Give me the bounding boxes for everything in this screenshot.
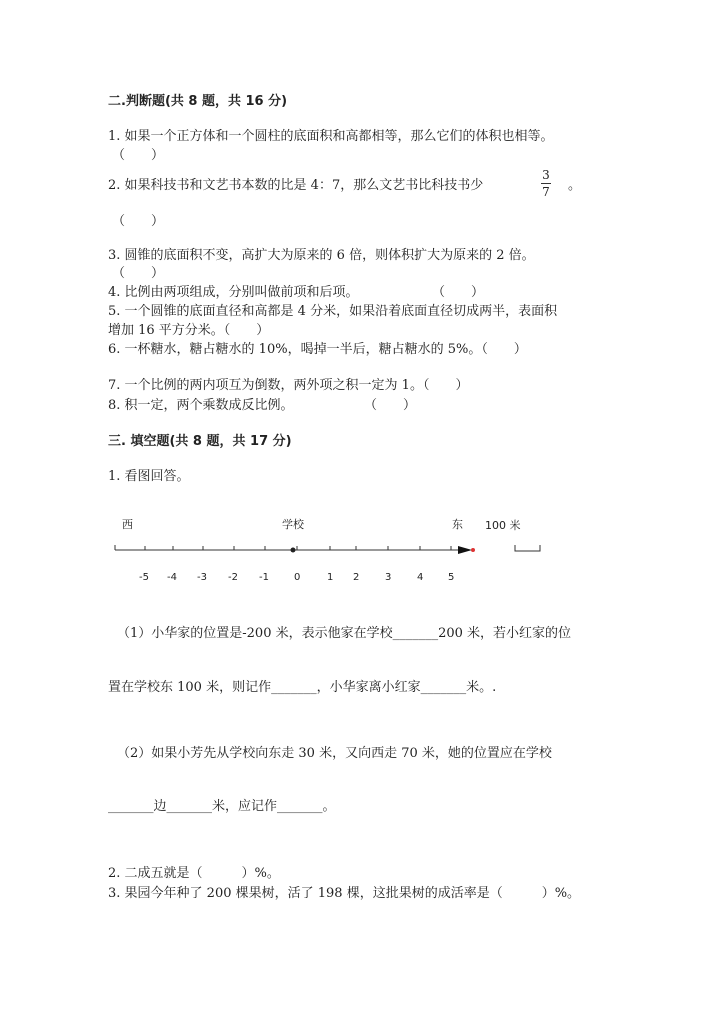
judge-q5-line2: 增加 16 平方分米。（ ） [108, 323, 270, 338]
sub1-line2: 置在学校东 100 米，则记作_______，小华家离小红家_______米。. [108, 680, 497, 695]
tick-label: 1 [327, 572, 334, 583]
judge-q3: 3. 圆锥的底面积不变，高扩大为原来的 6 倍，则体积扩大为原来的 2 倍。 [108, 248, 535, 263]
judge-q1-answer[interactable]: （ ） [112, 148, 165, 163]
sub2-line1: （2）如果小芳先从学校向东走 30 米，又向西走 70 米，她的位置应在学校 [117, 746, 552, 761]
school-label: 学校 [282, 518, 304, 531]
fill-q3: 3. 果园今年种了 200 棵果树，活了 198 棵，这批果树的成活率是（ ）%。 [108, 886, 581, 901]
fill-q2: 2. 二成五就是（ ）%。 [108, 866, 280, 881]
tick-label: -4 [167, 572, 177, 583]
judge-q7: 7. 一个比例的两内项互为倒数，两外项之积一定为 1。（ ） [108, 378, 469, 393]
judge-q4-answer[interactable]: （ ） [432, 285, 485, 300]
arrow-tip-dot [471, 548, 475, 552]
section-3-title: 三. 填空题(共 8 题，共 17 分) [108, 434, 292, 449]
school-dot [291, 548, 296, 553]
tick-label: -5 [139, 572, 149, 583]
sub2-line2: _______边_______米，应记作_______。 [108, 799, 336, 814]
tick-label: 3 [385, 572, 392, 583]
fill-q1: 1. 看图回答。 [108, 469, 190, 484]
scale-bracket [515, 545, 540, 551]
judge-q2: 2. 如果科技书和文艺书本数的比是 4：7，那么文艺书比科技书少 [108, 178, 484, 193]
judge-q8-answer[interactable]: （ ） [364, 398, 417, 413]
judge-q2-end: 。 [568, 178, 582, 193]
scale-label: 100 米 [485, 519, 521, 532]
judge-q5-line1: 5. 一个圆锥的底面直径和高都是 4 分米，如果沿着底面直径切成两半，表面积 [108, 304, 558, 319]
arrow-head-icon [458, 546, 472, 554]
east-label: 东 [452, 518, 463, 531]
tick-label: 5 [448, 572, 455, 583]
judge-q6: 6. 一杯糖水，糖占糖水的 10%，喝掉一半后，糖占糖水的 5%。（ ） [108, 342, 527, 357]
sub1-line1: （1）小华家的位置是-200 米，表示他家在学校_______200 米，若小红家的位 [117, 626, 572, 641]
tick-label: 0 [294, 572, 301, 583]
judge-q8: 8. 积一定，两个乘数成反比例。 [108, 398, 294, 413]
section-2-title: 二.判断题(共 8 题，共 16 分) [108, 94, 288, 109]
tick-label: 4 [417, 572, 424, 583]
judge-q1: 1. 如果一个正方体和一个圆柱的底面积和高都相等，那么它们的体积也相等。 [108, 129, 554, 144]
judge-q3-answer[interactable]: （ ） [112, 266, 165, 281]
tick-label: -1 [259, 572, 269, 583]
tick-label: -3 [197, 572, 207, 583]
fraction-denominator: 7 [542, 185, 550, 199]
tick-label: 2 [353, 572, 360, 583]
tick-label: -2 [228, 572, 238, 583]
judge-q2-answer[interactable]: （ ） [112, 214, 165, 229]
west-label: 西 [122, 518, 133, 531]
judge-q4: 4. 比例由两项组成，分别叫做前项和后项。 [108, 285, 359, 300]
fraction-numerator: 3 [542, 168, 550, 182]
